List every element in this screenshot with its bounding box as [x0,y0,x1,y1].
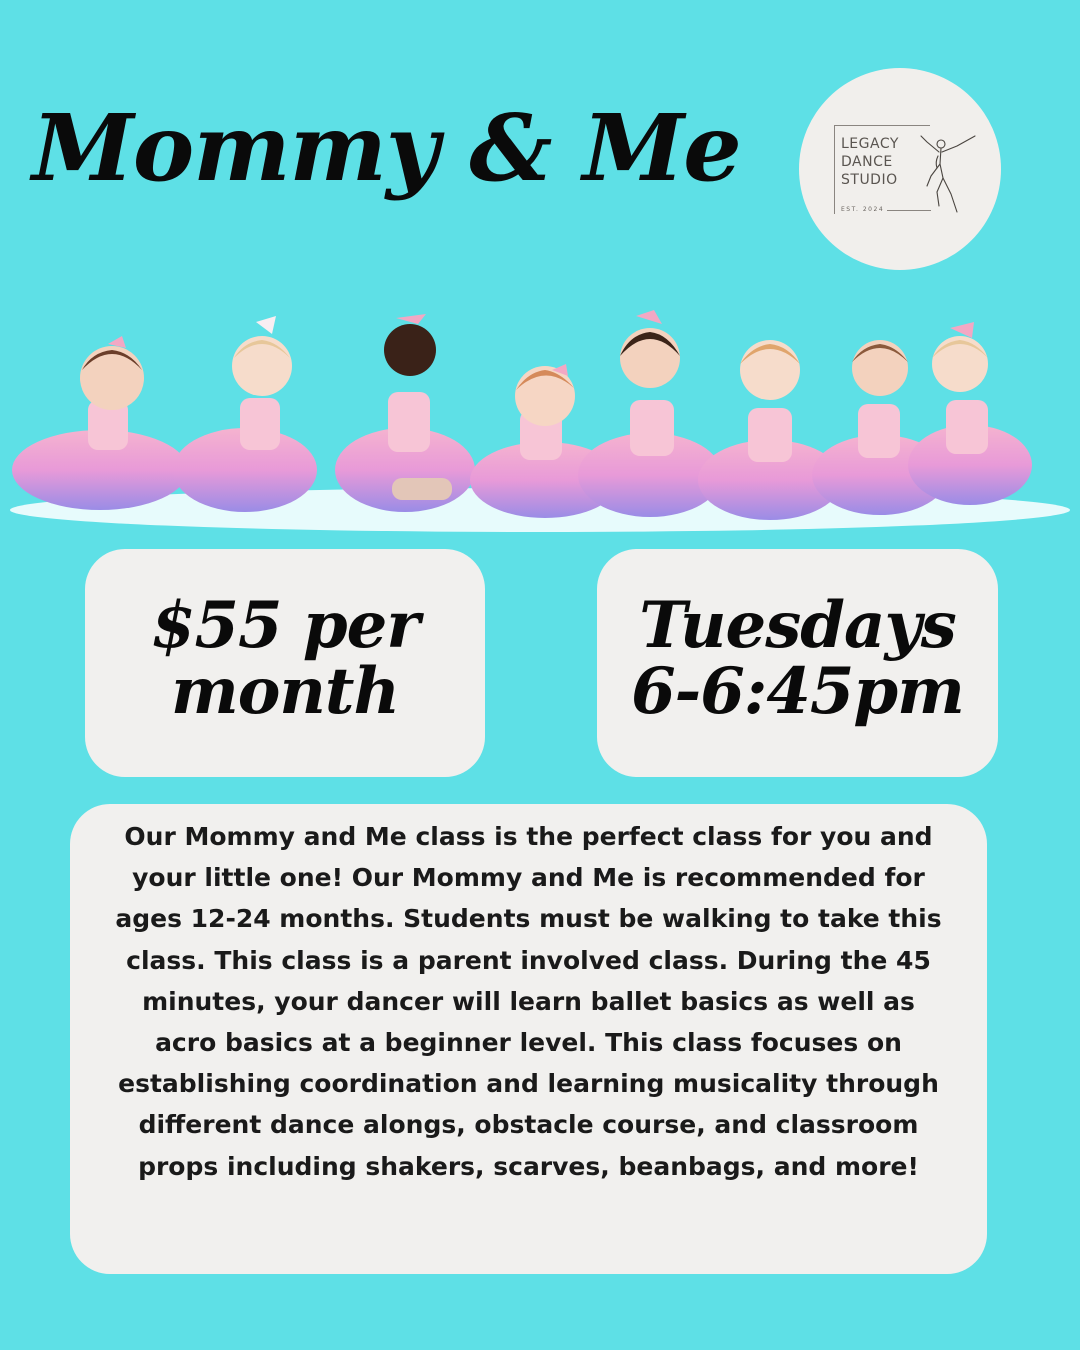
dancer-children [12,310,1032,520]
price-line-1: $55 per [150,588,420,663]
dancer-icon [917,130,979,216]
logo-line-1: LEGACY [841,136,899,152]
logo-line-3: STUDIO [841,172,898,188]
kids-photo [0,300,1080,550]
class-description: Our Mommy and Me class is the perfect class for you and your little one! Our Mommy and Me is recommended for ages 12-24 months. Students must be walking to take this class. This class is a parent involved class. During the 45 minutes, your dancer will learn ballet basics as well as acro basics at a beginner level. This class focuses on establishing coordination and learning musicality through different dance alongs, obstacle course, and classroom props including shakers, scarves, beanbags, and more! [115,822,942,1181]
schedule-day: Tuesdays [639,588,956,663]
studio-logo [799,68,1001,270]
logo-wordmark [841,135,899,189]
schedule-time: 6-6:45pm [631,654,964,729]
logo-line-2: DANCE [841,154,893,170]
price-line-2: month [170,654,400,729]
price-card [85,549,485,777]
schedule-card [597,549,998,777]
page-title: Mommy & Me [32,94,741,202]
description-card [70,804,987,1274]
schedule-text [597,588,998,729]
price-text [85,588,485,729]
logo-established: EST. 2024 [841,206,885,213]
